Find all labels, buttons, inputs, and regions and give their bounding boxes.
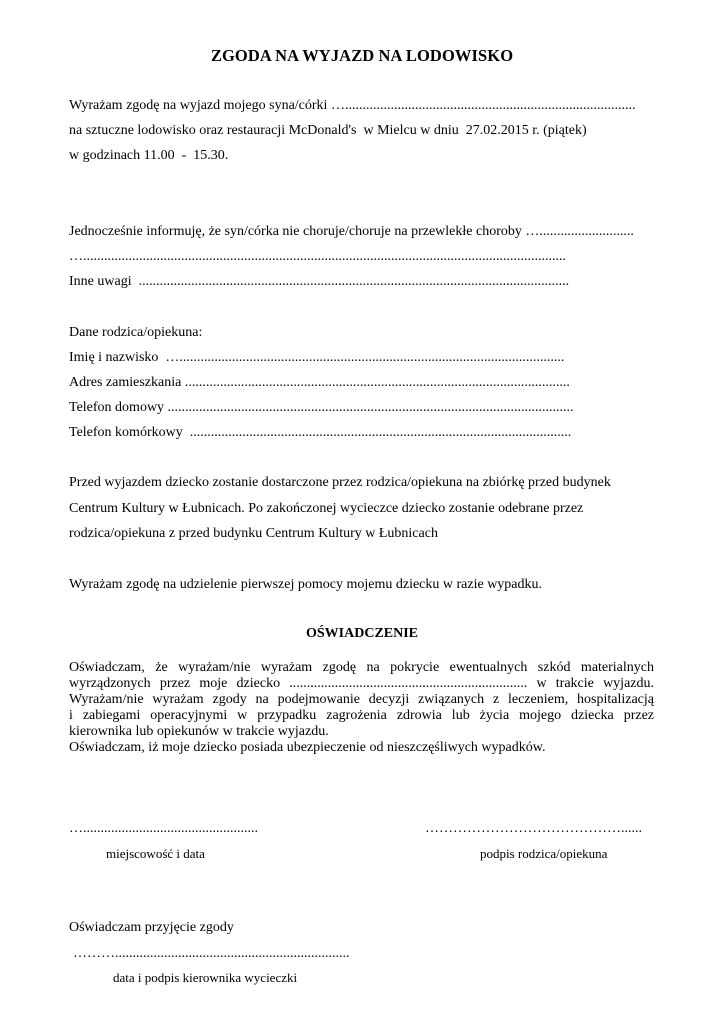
place-date-dots: ….................................................. (69, 821, 258, 836)
health-line-2: ….......................................................................................................................................... (69, 249, 566, 264)
first-aid-consent: Wyrażam zgodę na udzielenie pierwszej pomocy mojemu dziecku w razie wypadku. (69, 577, 543, 592)
parent-name-field: Imię i nazwisko ….............................................................................................................. (69, 350, 565, 365)
pickup-line-1: Przed wyjazdem dziecko zostanie dostarczone przez rodzica/opiekuna na zbiórkę przed budynek (69, 475, 611, 490)
leader-signature-label: data i podpis kierownika wycieczki (113, 970, 298, 985)
consent-line-2: na sztuczne lodowisko oraz restauracji McDonald's w Mielcu w dniu 27.02.2015 r. (piątek) (69, 123, 587, 138)
place-date-label: miejscowość i data (106, 846, 205, 861)
parent-signature-dots: ……………………………………...... (425, 821, 642, 836)
parent-signature-label: podpis rodzica/opiekuna (480, 846, 608, 861)
declaration-paragraph (69, 660, 654, 756)
declaration-heading: OŚWIADCZENIE (305, 626, 419, 641)
leader-signature-dots: ………................................................................... (73, 946, 350, 961)
parent-heading: Dane rodzica/opiekuna: (69, 325, 203, 340)
declaration-line: i zabiegami operacyjnymi w przypadku zagrożenia zdrowia lub życia mojego dziecka przez (69, 708, 654, 723)
mobile-phone-field: Telefon komórkowy ............................................................................................................. (69, 425, 572, 440)
declaration-line: Oświadczam, iż moje dziecko posiada ubezpieczenie od nieszczęśliwych wypadków. (69, 740, 546, 755)
acceptance-text: Oświadczam przyjęcie zgody (69, 920, 234, 935)
consent-line-1: Wyrażam zgodę na wyjazd mojego syna/córki …................................................................................... (69, 98, 636, 113)
home-phone-field: Telefon domowy .................................................................................................................... (69, 400, 574, 415)
pickup-line-3: rodzica/opiekuna z przed budynku Centrum Kultury w Łubnicach (69, 526, 438, 541)
consent-line-3: w godzinach 11.00 - 15.30. (69, 148, 229, 163)
declaration-line: Oświadczam, że wyrażam/nie wyrażam zgodę na pokrycie ewentualnych szkód materialnych (69, 660, 654, 675)
health-line-1: Jednocześnie informuję, że syn/córka nie choruje/choruje na przewlekłe choroby …........................... (69, 224, 634, 239)
parent-address-field: Adres zamieszkania .............................................................................................................. (69, 375, 570, 390)
declaration-line: Wyrażam/nie wyrażam zgody na podejmowanie decyzji związanych z leczeniem, hospitalizacją (69, 692, 654, 707)
other-remarks: Inne uwagi ........................................................................................................................... (69, 274, 570, 289)
declaration-line: wyrządzonych przez moje dziecko .................................................................... w trakcie wyjazdu. (69, 676, 654, 691)
page-title: ZGODA NA WYJAZD NA LODOWISKO (210, 46, 514, 65)
pickup-line-2: Centrum Kultury w Łubnicach. Po zakończonej wycieczce dziecko zostanie odebrane przez (69, 501, 584, 516)
declaration-line: kierownika lub opiekunów w trakcie wyjazdu. (69, 724, 329, 739)
